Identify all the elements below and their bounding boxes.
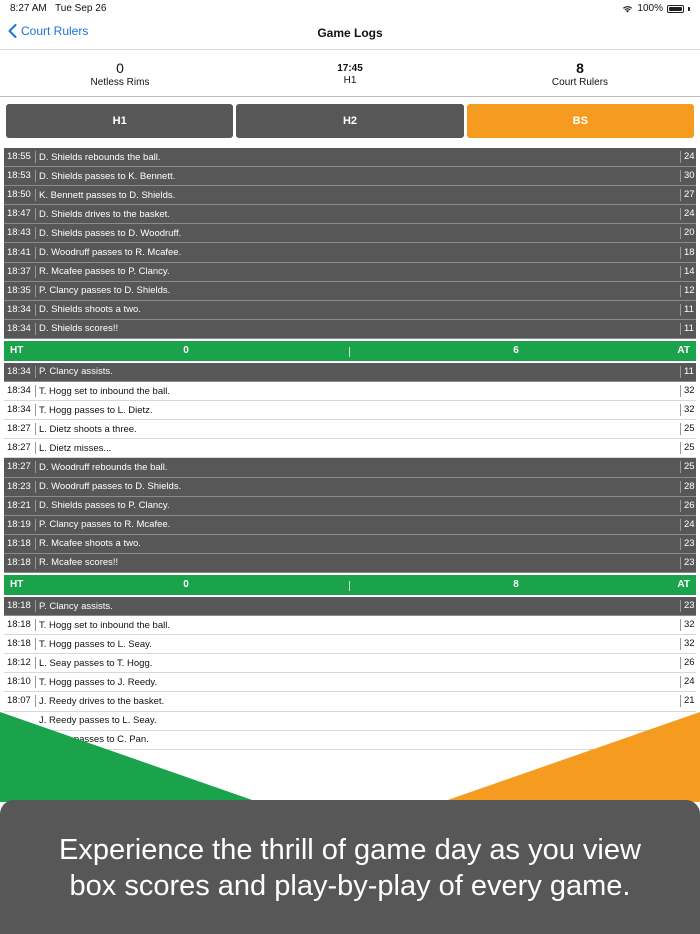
play-description: P. Clancy assists. xyxy=(39,366,113,378)
score-update-row xyxy=(4,339,696,363)
play-row xyxy=(4,616,696,635)
play-description: L. Seay passes to C. Pan. xyxy=(39,734,149,746)
play-description: P. Clancy passes to D. Shields. xyxy=(39,285,171,297)
shot-clock: 24 xyxy=(680,208,696,220)
page-title: Game Logs xyxy=(317,26,383,40)
play-description: D. Shields drives to the basket. xyxy=(39,208,170,220)
score-header xyxy=(0,50,700,97)
play-description: D. Shields shoots a two. xyxy=(39,304,141,316)
play-description: D. Shields passes to K. Bennett. xyxy=(39,170,176,182)
game-clock xyxy=(300,63,400,86)
shot-clock: 32 xyxy=(680,619,696,631)
segment-tabs xyxy=(6,104,694,138)
clock-time: 17:45 xyxy=(337,63,363,74)
play-time: 18:55 xyxy=(4,151,36,163)
play-time: 18:12 xyxy=(4,657,36,669)
promo-line-1: Experience the thrill of game day as you view xyxy=(59,834,641,866)
play-time: 18:34 xyxy=(4,304,36,316)
clock-half: H1 xyxy=(343,75,357,86)
play-time: 18:18 xyxy=(4,557,36,569)
shot-clock: 32 xyxy=(680,638,696,650)
play-time: 18:10 xyxy=(4,676,36,688)
shot-clock: 26 xyxy=(680,500,696,512)
play-time: 18:41 xyxy=(4,247,36,259)
away-team-name: Court Rulers xyxy=(551,77,609,88)
play-time: 18:34 xyxy=(4,385,36,397)
status-right xyxy=(622,3,690,14)
play-description: P. Clancy passes to R. Mcafee. xyxy=(39,519,171,531)
home-running-score: 0 xyxy=(183,579,189,591)
play-row xyxy=(4,497,696,516)
play-description: L. Dietz misses... xyxy=(39,442,112,454)
play-description: R. Mcafee scores!! xyxy=(39,557,119,569)
shot-clock: 25 xyxy=(680,423,696,435)
play-description: T. Hogg set to inbound the ball. xyxy=(39,385,170,397)
green-accent-shape xyxy=(0,712,258,802)
play-description: P. Clancy assists. xyxy=(39,600,113,612)
shot-clock: 24 xyxy=(680,519,696,531)
play-description: D. Woodruff passes to D. Shields. xyxy=(39,481,182,493)
play-description: R. Mcafee shoots a two. xyxy=(39,538,141,550)
shot-clock: 14 xyxy=(680,266,696,278)
wifi-icon xyxy=(622,5,633,13)
home-team xyxy=(20,60,220,88)
away-score: 8 xyxy=(576,60,584,76)
play-description: R. Mcafee passes to P. Clancy. xyxy=(39,266,170,278)
away-running-score: 8 xyxy=(513,579,519,591)
home-score: 0 xyxy=(116,60,124,76)
play-description: D. Woodruff passes to R. Mcafee. xyxy=(39,247,182,259)
back-button-label: Court Rulers xyxy=(21,24,89,38)
home-team-abbr: HT xyxy=(10,579,24,591)
play-time: 18:53 xyxy=(4,170,36,182)
status-time: 8:27 AM Tue Sep 26 xyxy=(10,3,107,14)
play-row xyxy=(4,363,696,382)
play-row xyxy=(4,320,696,339)
battery-icon xyxy=(667,5,684,13)
play-time: 18:37 xyxy=(4,266,36,278)
play-row xyxy=(4,382,696,401)
home-running-score: 0 xyxy=(183,345,189,357)
tab-h2[interactable]: H2 xyxy=(236,104,463,138)
play-time: 18:19 xyxy=(4,519,36,531)
play-description: D. Shields rebounds the ball. xyxy=(39,151,161,163)
play-row xyxy=(4,243,696,262)
shot-clock: 12 xyxy=(680,285,696,297)
play-description: L. Dietz shoots a three. xyxy=(39,423,137,435)
play-time: 18:34 xyxy=(4,366,36,378)
play-by-play-log[interactable] xyxy=(4,148,696,750)
battery-tip xyxy=(688,7,690,11)
battery-percent: 100% xyxy=(637,3,663,14)
away-team-abbr: AT xyxy=(677,345,690,357)
score-update-row xyxy=(4,573,696,597)
play-description: D. Shields passes to D. Woodruff. xyxy=(39,227,182,239)
play-time: 18:27 xyxy=(4,423,36,435)
shot-clock: 25 xyxy=(680,442,696,454)
play-time: 18:18 xyxy=(4,538,36,550)
play-description: J. Reedy passes to L. Seay. xyxy=(39,715,157,727)
score-divider xyxy=(349,347,350,357)
play-time: 18:18 xyxy=(4,638,36,650)
play-time: 18:50 xyxy=(4,189,36,201)
promo-banner xyxy=(0,800,700,934)
shot-clock: 23 xyxy=(680,557,696,569)
play-description: J. Reedy drives to the basket. xyxy=(39,695,165,707)
shot-clock: 28 xyxy=(680,481,696,493)
shot-clock: 25 xyxy=(680,461,696,473)
score-divider xyxy=(349,581,350,591)
promo-line-2: box scores and play-by-play of every game. xyxy=(69,870,631,902)
play-row xyxy=(4,635,696,654)
shot-clock: 30 xyxy=(680,170,696,182)
play-description: D. Shields scores!! xyxy=(39,323,119,335)
shot-clock: 32 xyxy=(680,404,696,416)
shot-clock: 18 xyxy=(680,247,696,259)
shot-clock: 21 xyxy=(680,695,696,707)
play-time: 18:18 xyxy=(4,619,36,631)
play-row xyxy=(4,186,696,205)
play-row xyxy=(4,673,696,692)
play-row xyxy=(4,478,696,497)
nav-bar xyxy=(0,18,700,50)
play-description: L. Seay passes to T. Hogg. xyxy=(39,657,153,669)
shot-clock: 11 xyxy=(680,366,696,378)
shot-clock: 23 xyxy=(680,600,696,612)
shot-clock: 11 xyxy=(680,304,696,316)
shot-clock: 23 xyxy=(680,538,696,550)
play-time: 18:18 xyxy=(4,600,36,612)
shot-clock: 26 xyxy=(680,657,696,669)
shot-clock: 11 xyxy=(680,323,696,335)
play-time: 18:27 xyxy=(4,461,36,473)
home-team-name: Netless Rims xyxy=(90,77,150,88)
play-time: 18:27 xyxy=(4,442,36,454)
play-row xyxy=(4,439,696,458)
play-description: T. Hogg passes to L. Dietz. xyxy=(39,404,153,416)
play-row xyxy=(4,554,696,573)
play-row xyxy=(4,420,696,439)
play-description: D. Shields passes to P. Clancy. xyxy=(39,500,170,512)
play-row xyxy=(4,458,696,477)
play-row xyxy=(4,654,696,673)
tab-bs[interactable]: BS xyxy=(467,104,694,138)
shot-clock: 27 xyxy=(680,189,696,201)
play-time: 18:34 xyxy=(4,404,36,416)
play-row xyxy=(4,263,696,282)
status-bar xyxy=(0,0,700,18)
play-row xyxy=(4,282,696,301)
play-row xyxy=(4,692,696,711)
play-row xyxy=(4,301,696,320)
tab-h1[interactable]: H1 xyxy=(6,104,233,138)
shot-clock: 20 xyxy=(680,227,696,239)
shot-clock: 24 xyxy=(680,676,696,688)
play-time: 18:07 xyxy=(4,695,36,707)
play-row xyxy=(4,205,696,224)
play-row xyxy=(4,401,696,420)
play-time: 18:43 xyxy=(4,227,36,239)
play-time: 18:47 xyxy=(4,208,36,220)
play-description: T. Hogg passes to J. Reedy. xyxy=(39,676,158,688)
shot-clock: 32 xyxy=(680,385,696,397)
play-row xyxy=(4,597,696,616)
play-description: T. Hogg set to inbound the ball. xyxy=(39,619,170,631)
away-team xyxy=(480,60,680,88)
home-team-abbr: HT xyxy=(10,345,24,357)
play-time: 18:21 xyxy=(4,500,36,512)
play-row xyxy=(4,148,696,167)
play-row xyxy=(4,167,696,186)
play-row xyxy=(4,224,696,243)
play-time: 18:35 xyxy=(4,285,36,297)
shot-clock: 24 xyxy=(680,151,696,163)
play-row xyxy=(4,535,696,554)
play-description: T. Hogg passes to L. Seay. xyxy=(39,638,152,650)
play-time: 18:34 xyxy=(4,323,36,335)
orange-accent-shape xyxy=(442,712,700,802)
play-row xyxy=(4,516,696,535)
play-description: K. Bennett passes to D. Shields. xyxy=(39,189,176,201)
play-description: D. Woodruff rebounds the ball. xyxy=(39,461,168,473)
away-running-score: 6 xyxy=(513,345,519,357)
play-time: 18:23 xyxy=(4,481,36,493)
away-team-abbr: AT xyxy=(677,579,690,591)
